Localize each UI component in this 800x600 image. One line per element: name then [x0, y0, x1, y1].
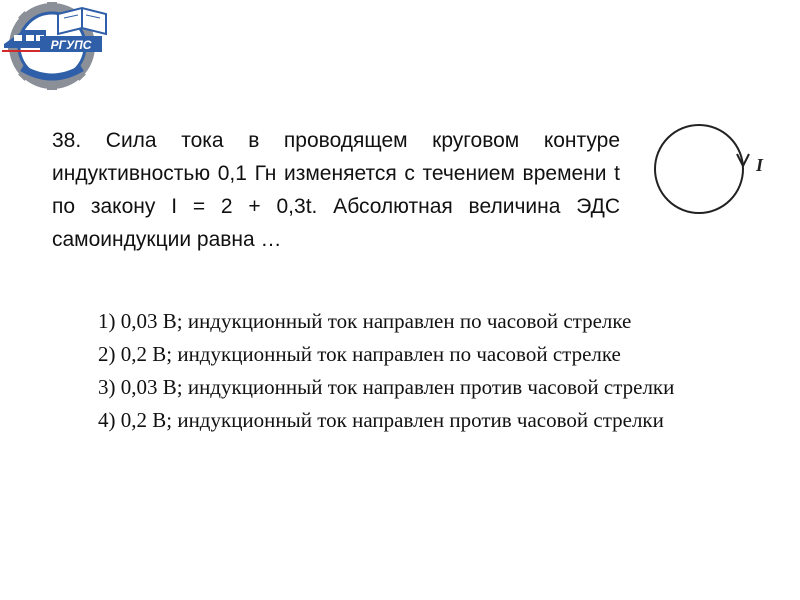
circuit-diagram — [646, 112, 772, 218]
logo-ribbon — [22, 68, 82, 77]
current-label: I — [756, 155, 764, 175]
question-text: 38. Сила тока в проводящем круговом контуре индуктивностью 0,1 Гн изменяется с течением времени t по закону I = 2 + 0,3t. Абсолютная величина ЭДС самоиндукции равна … — [52, 129, 620, 251]
circular-loop — [655, 125, 743, 213]
logo-text: РГУПС — [50, 38, 92, 52]
university-logo — [0, 0, 118, 92]
answer-option-4[interactable]: 4) 0,2 В; индукционный ток направлен против часовой стрелки — [98, 408, 664, 432]
answer-option-1[interactable]: 1) 0,03 В; индукционный ток направлен по часовой стрелке — [98, 309, 632, 333]
answer-option-3[interactable]: 3) 0,03 В; индукционный ток направлен против часовой стрелки — [98, 375, 675, 399]
answer-option-2[interactable]: 2) 0,2 В; индукционный ток направлен по часовой стрелке — [98, 342, 621, 366]
answer-list — [58, 305, 770, 437]
